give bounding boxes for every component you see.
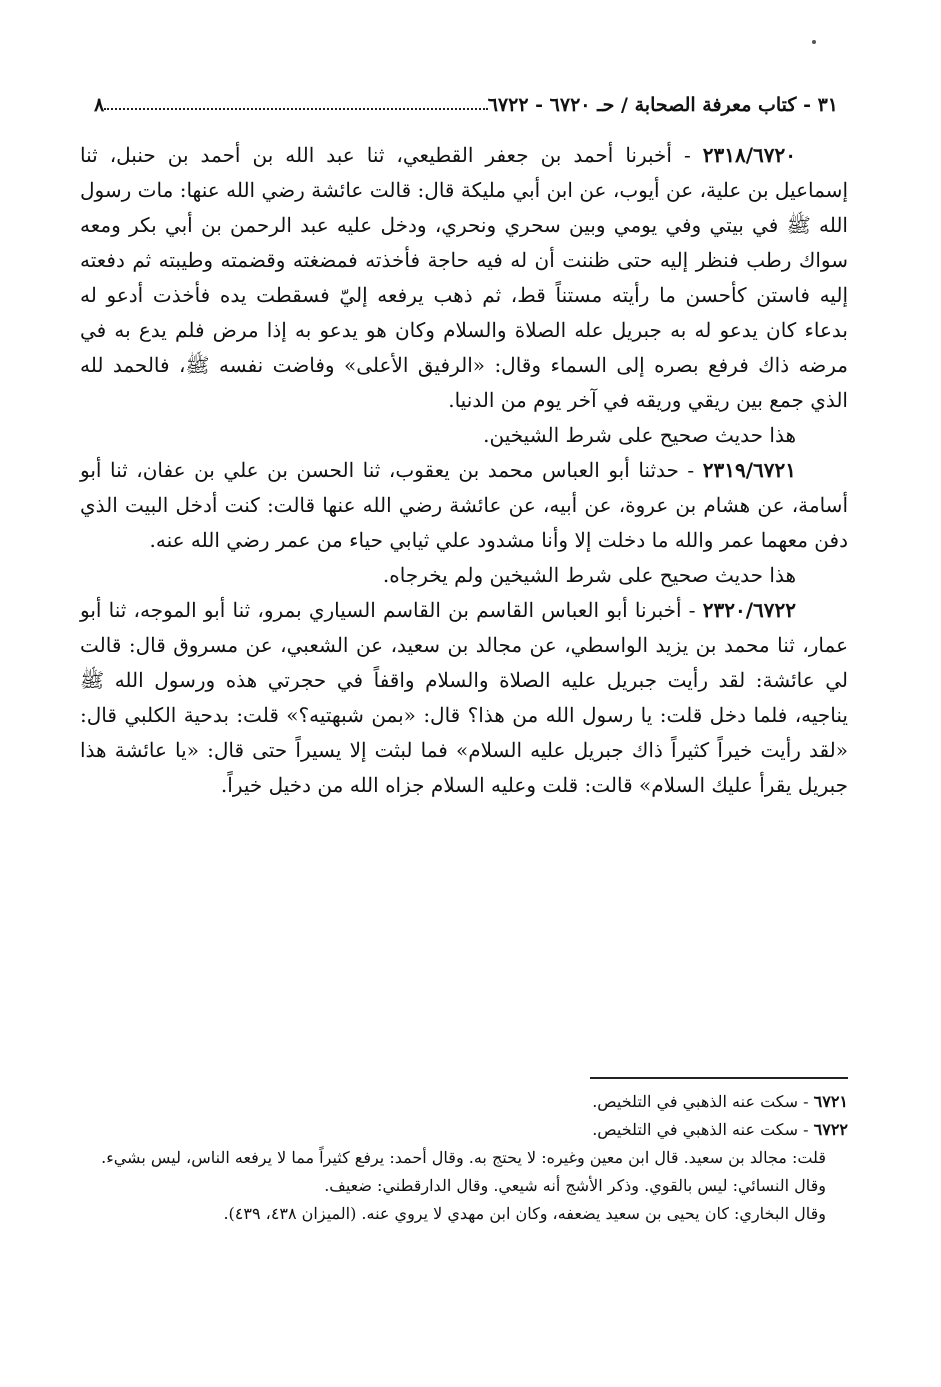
hadith-text: حدثنا أبو العباس محمد بن يعقوب، ثنا الحسن بن علي بن عفان، ثنا أبو أسامة، عن هشام بن عروة، عن أبيه، عن عائشة رضي الله عنها قالت: كنت أدخل البيت الذي دفن معهما عمر والله ما دخلت إلا وأنا مشدود علي ثيابي حياء من عمر رضي الله عنه.: [80, 458, 848, 552]
hadith-paragraph: ٢٣٢٠/٦٧٢٢ - أخبرنا أبو العباس القاسم بن القاسم السياري بمرو، ثنا أبو الموجه، ثنا أبو عمار، ثنا محمد بن يزيد الواسطي، عن مجالد بن سعيد، عن الشعبي، عن مسروق قال: قالت لي عائشة: لقد رأيت جبريل عليه الصلاة والسلام واقفاً في حجرتي هذه ورسول الله ﷺ يناجيه، فلما دخل قلت: يا رسول الله من هذا؟ قال: «بمن شبهتيه؟» قلت: بدحية الكلبي قال: «لقد رأيت خيراً كثيراً ذاك جبريل عليه السلام» فما لبثت إلا يسيراً حتى قال: «يا عائشة هذا جبريل يقرأ عليك السلام» قالت: قلت وعليه السلام جزاه الله من دخيل خيراً.: [80, 598, 848, 797]
footnote-text: سكت عنه الذهبي في التلخيص.: [592, 1092, 799, 1111]
page-header: [80, 86, 848, 116]
footnote-line: وقال النسائي: ليس بالقوي. وذكر الأشج أنه شيعي. وقال الدارقطني: ضعيف.: [324, 1176, 826, 1195]
running-title: ٣١ - كتاب معرفة الصحابة / حـ ٦٧٢٠ - ٦٧٢٢: [487, 94, 838, 116]
header-dot-leader: [104, 108, 488, 110]
hadith-entry: [80, 593, 848, 803]
hadith-verdict: هذا حديث صحيح على شرط الشيخين ولم يخرجاه.: [382, 563, 796, 587]
footnote: ٦٧٢٢ - سكت عنه الذهبي في التلخيص.: [592, 1120, 848, 1139]
hadith-number: ٢٣١٨/٦٧٢٠: [702, 143, 796, 167]
hadith-number: ٢٣٢٠/٦٧٢٢: [702, 598, 796, 622]
footnote: ٦٧٢١ - سكت عنه الذهبي في التلخيص.: [592, 1092, 848, 1111]
main-text: [80, 138, 848, 803]
page-number: ٨: [94, 94, 105, 116]
hadith-verdict: هذا حديث صحيح على شرط الشيخين.: [483, 423, 796, 447]
footnote-number: ٦٧٢١: [813, 1092, 848, 1111]
footnotes: [80, 1088, 848, 1228]
footnote-line: قلت: مجالد بن سعيد. قال ابن معين وغيره: لا يحتج به. وقال أحمد: يرفع كثيراً مما لا يرفعه الناس، ليس بشيء.: [101, 1148, 826, 1167]
footnote-line: وقال البخاري: كان يحيى بن سعيد يضعفه، وكان ابن مهدي لا يروي عنه. (الميزان ٤٣٨، ٤٣٩).: [223, 1204, 826, 1223]
scan-speck: [812, 40, 816, 44]
hadith-entry: [80, 453, 848, 593]
footnote-number: ٦٧٢٢: [813, 1120, 848, 1139]
hadith-paragraph: ٢٣١٨/٦٧٢٠ - أخبرنا أحمد بن جعفر القطيعي، ثنا عبد الله بن أحمد بن حنبل، ثنا إسماعيل بن علية، عن أيوب، عن ابن أبي مليكة قال: قالت عائشة رضي الله عنها: مات رسول الله ﷺ في بيتي وفي يومي وبين سحري ونحري، ودخل عليه عبد الرحمن بن أبي بكر ومعه سواك رطب فنظر إليه حتى ظننت أن له فيه حاجة فأخذته فمضغته وقضمته وطيبته ثم دفعته إليه فاستن كأحسن ما رأيته مستناً قط، ثم ذهب يرفعه إليّ فسقطت يده فأخذت أدعو له بدعاء كان يدعو له به جبريل عله الصلاة والسلام وكان هو يدعو به إذا مرض فلم يدع به في مرضه ذاك فرفع بصره إلى السماء وقال: «الرفيق الأعلى» وفاضت نفسه ﷺ، فالحمد لله الذي جمع بين ريقي وريقه في آخر يوم من الدنيا.: [80, 143, 848, 412]
hadith-paragraph: ٢٣١٩/٦٧٢١ - حدثنا أبو العباس محمد بن يعقوب، ثنا الحسن بن علي بن عفان، ثنا أبو أسامة، عن هشام بن عروة، عن أبيه، عن عائشة رضي الله عنها قالت: كنت أدخل البيت الذي دفن معهما عمر والله ما دخلت إلا وأنا مشدود علي ثيابي حياء من عمر رضي الله عنه.: [80, 458, 848, 552]
hadith-number: ٢٣١٩/٦٧٢١: [702, 458, 796, 482]
hadith-text: أخبرنا أبو العباس القاسم بن القاسم السياري بمرو، ثنا أبو الموجه، ثنا أبو عمار، ثنا محمد بن يزيد الواسطي، عن مجالد بن سعيد، عن الشعبي، عن مسروق قال: قالت لي عائشة: لقد رأيت جبريل عليه الصلاة والسلام واقفاً في حجرتي هذه ورسول الله ﷺ يناجيه، فلما دخل قلت: يا رسول الله من هذا؟ قال: «بمن شبهتيه؟» قلت: بدحية الكلبي قال: «لقد رأيت خيراً كثيراً ذاك جبريل عليه السلام» فما لبثت إلا يسيراً حتى قال: «يا عائشة هذا جبريل يقرأ عليك السلام» قالت: قلت وعليه السلام جزاه الله من دخيل خيراً.: [80, 598, 848, 797]
footnote-separator: [590, 1077, 848, 1079]
footnote-commentary: [80, 1144, 848, 1228]
hadith-entry: [80, 138, 848, 453]
hadith-text: أخبرنا أحمد بن جعفر القطيعي، ثنا عبد الله بن أحمد بن حنبل، ثنا إسماعيل بن علية، عن أيوب، عن ابن أبي مليكة قال: قالت عائشة رضي الله عنها: مات رسول الله ﷺ في بيتي وفي يومي وبين سحري ونحري، ودخل عليه عبد الرحمن بن أبي بكر ومعه سواك رطب فنظر إليه حتى ظننت أن له فيه حاجة فأخذته فمضغته وقضمته وطيبته ثم دفعته إليه فاستن كأحسن ما رأيته مستناً قط، ثم ذهب يرفعه إليّ فسقطت يده فأخذت أدعو له بدعاء كان يدعو له به جبريل عله الصلاة والسلام وكان هو يدعو به إذا مرض فلم يدع به في مرضه ذاك فرفع بصره إلى السماء وقال: «الرفيق الأعلى» وفاضت نفسه ﷺ، فالحمد لله الذي جمع بين ريقي وريقه في آخر يوم من الدنيا.: [80, 143, 848, 412]
footnote-text: سكت عنه الذهبي في التلخيص.: [592, 1120, 799, 1139]
